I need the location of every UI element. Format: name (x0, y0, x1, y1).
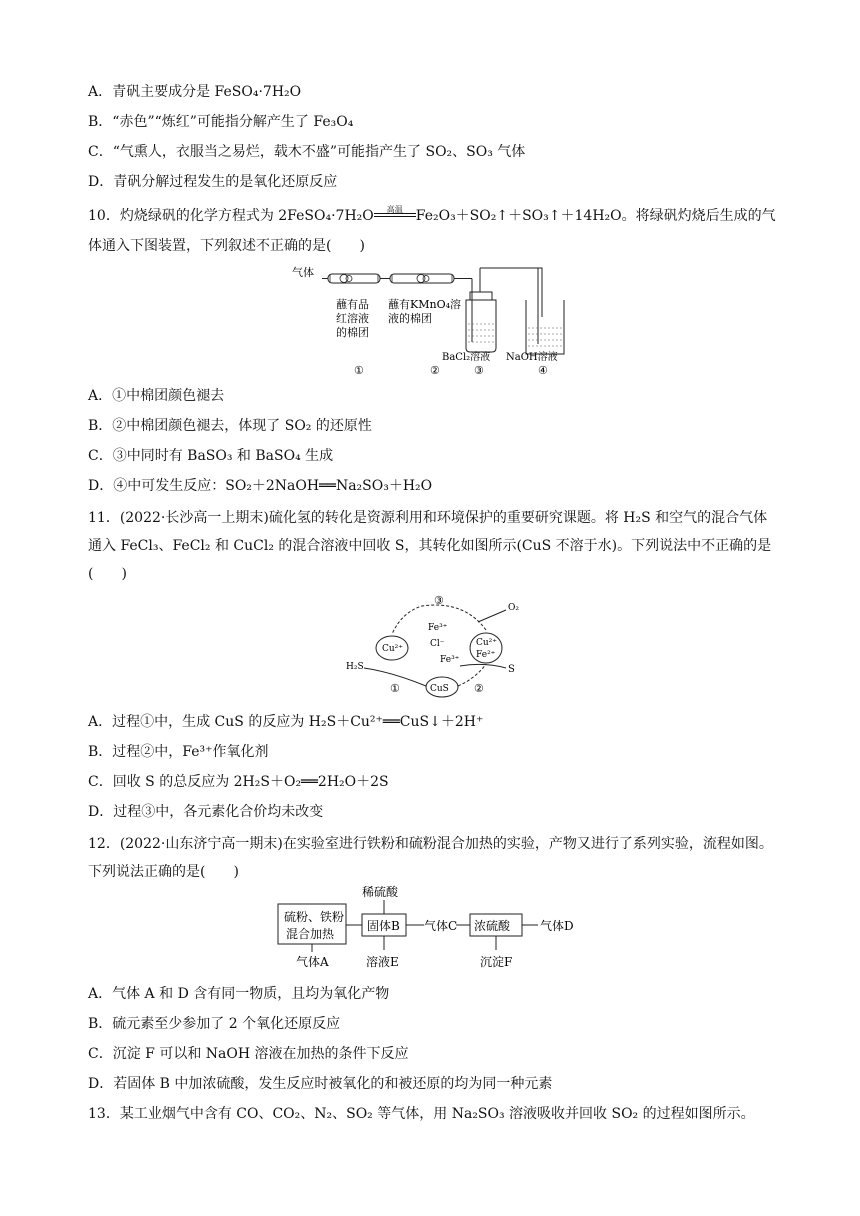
q10-option-c: C．③中同时有 BaSO₃ 和 BaSO₄ 生成 (88, 448, 334, 464)
q13-stem: 13．某工业烟气中含有 CO、CO₂、N₂、SO₂ 等气体，用 Na₂SO₃ 溶液吸收并回收 SO₂ 的过程如图所示。 (88, 1106, 755, 1122)
q10-stem-part2: Fe₂O₃＋SO₂↑＋SO₃↑＋14H₂O。将绿矾灼烧后生成的气 (415, 208, 776, 224)
q11-stem: 11．(2022·长沙高一上期末)硫化氢的转化是资源利用和环境保护的重要研究课题。将 H₂S 和空气的混合气体通入 FeCl₃、FeCl₂ 和 CuCl₂ 的混合溶液中回收 S，其转化如图所示(CuS 不溶于水)。下列说法中不正确的是( ) (88, 510, 772, 582)
q11-cycle-figure (344, 592, 544, 698)
conc-acid: 浓硫酸 (474, 919, 511, 933)
dilute-acid: 稀硫酸 (362, 885, 399, 899)
tube-1 (328, 274, 380, 283)
num-3: ③ (474, 364, 484, 377)
fe3-top: Fe³⁺ (428, 623, 448, 633)
cus: CuS (430, 684, 449, 694)
box1-line1: 硫粉、铁粉 (284, 910, 345, 924)
num-4: ④ (538, 364, 548, 377)
q10-apparatus-figure (292, 262, 582, 380)
tube2-label-2: 液的棉团 (388, 312, 432, 325)
n3: ③ (434, 594, 444, 607)
solid-b: 固体B (367, 919, 400, 933)
s: S (508, 664, 515, 675)
q10-stem-line2: 体通入下图装置，下列叙述不正确的是( ) (88, 238, 365, 254)
q10-reaction-arrow (374, 205, 416, 223)
bottle-stopper (470, 292, 492, 300)
gas-c: 气体C (424, 919, 458, 933)
n2: ② (474, 682, 484, 695)
cl: Cl⁻ (430, 639, 445, 649)
tube-2 (390, 274, 454, 283)
cotton-ball-1 (340, 275, 348, 283)
q12-option-c: C．沉淀 F 可以和 NaOH 溶液在加热的条件下反应 (88, 1046, 409, 1062)
o2: O₂ (508, 603, 519, 613)
q10-condition: 高温 (386, 205, 403, 214)
q12-option-d: D．若固体 B 中加浓硫酸，发生反应时被氧化的和被还原的均为同一种元素 (88, 1076, 553, 1092)
precipitate-f: 沉淀F (480, 955, 513, 969)
fe2: Fe²⁺ (476, 650, 496, 660)
q12-option-a: A．气体 A 和 D 含有同一物质，且均为氧化产物 (88, 986, 390, 1002)
beaker-label: NaOH溶液 (506, 352, 558, 363)
q10-option-d: D．④中可发生反应：SO₂＋2NaOH══Na₂SO₃＋H₂O (88, 478, 433, 494)
q12-option-b: B．硫元素至少参加了 2 个氧化还原反应 (88, 1016, 341, 1032)
q10-option-a: A．①中棉团颜色褪去 (88, 388, 225, 404)
q12-flow-figure (274, 880, 594, 972)
q10-option-b: B．②中棉团颜色褪去，体现了 SO₂ 的还原性 (88, 418, 372, 434)
q11-option-b: B．过程②中，Fe³⁺作氧化剂 (88, 744, 269, 760)
bottle (466, 300, 496, 352)
h2s: H₂S (346, 662, 364, 672)
gas-a: 气体A (296, 955, 329, 969)
num-2: ② (430, 364, 440, 377)
q11-option-a: A．过程①中，生成 CuS 的反应为 H₂S＋Cu²⁺══CuS↓＋2H⁺ (88, 714, 484, 730)
cu2-right: Cu²⁺ (476, 638, 498, 648)
cu2: Cu²⁺ (382, 644, 404, 654)
solution-e: 溶液E (366, 955, 399, 969)
tube1-label-3: 的棉团 (336, 326, 369, 339)
n1: ① (390, 682, 400, 695)
q10-stem-part1: 10．灼烧绿矾的化学方程式为 2FeSO₄·7H₂O (88, 208, 374, 224)
bottle-label: BaCl₂溶液 (442, 352, 491, 363)
gas-label: 气体 (292, 266, 314, 279)
q9-option-c: C．“气熏人，衣服当之易烂，载木不盛”可能指产生了 SO₂、SO₃ 气体 (88, 144, 526, 160)
tube1-label-2: 红溶液 (336, 312, 369, 325)
q11-option-d: D．过程③中，各元素化合价均未改变 (88, 804, 324, 820)
box1-line2: 混合加热 (286, 927, 335, 941)
cotton-ball-2 (417, 275, 425, 283)
tube1-label-1: 蘸有品 (336, 298, 369, 311)
q11-option-c: C．回收 S 的总反应为 2H₂S＋O₂══2H₂O＋2S (88, 774, 389, 790)
q12-stem: 12．(2022·山东济宁高一期末)在实验室进行铁粉和硫粉混合加热的实验，产物又进行了系列实验，流程如图。下列说法正确的是( ) (88, 836, 773, 880)
num-1: ① (354, 364, 364, 377)
gas-d: 气体D (540, 919, 574, 933)
fe3-mid: Fe³⁺ (440, 655, 460, 665)
tube2-label-1: 蘸有KMnO₄溶 (388, 298, 461, 311)
q9-option-a: A．青矾主要成分是 FeSO₄·7H₂O (88, 84, 302, 100)
q9-option-d: D．青矾分解过程发生的是氧化还原反应 (88, 174, 338, 190)
q10-stem-line1 (88, 206, 776, 226)
q9-option-b: B．“赤色”“炼红”可能指分解产生了 Fe₃O₄ (88, 114, 354, 130)
